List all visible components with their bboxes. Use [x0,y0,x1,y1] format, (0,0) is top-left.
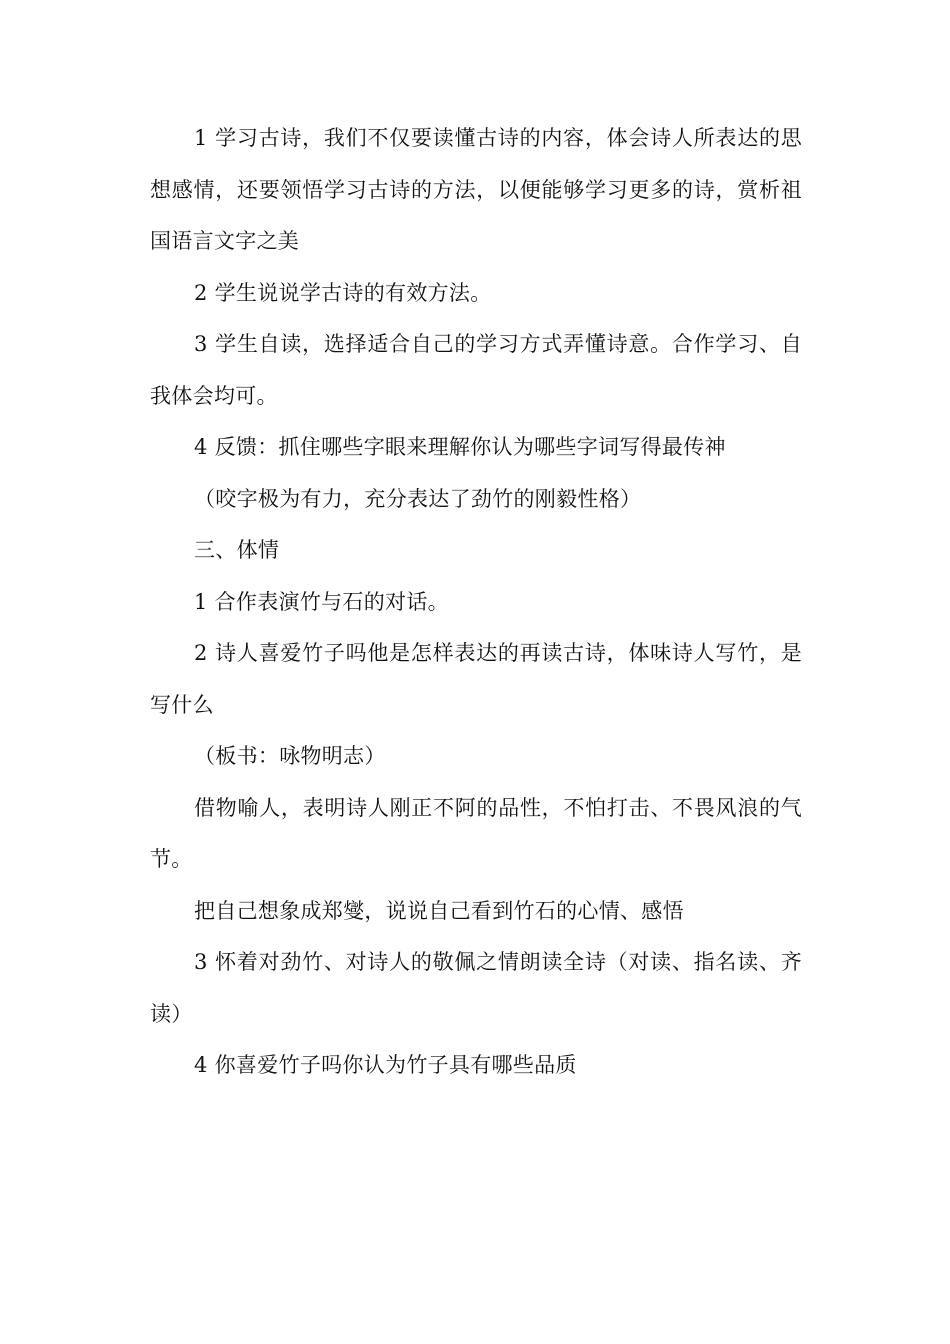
paragraph-feedback: 4 反馈：抓住哪些字眼来理解你认为哪些字词写得最传神 [194,435,726,459]
paragraph-board-note: （板书：咏物明志） [194,744,386,768]
paragraph-feedback-note: （咬字极为有力，充分表达了劲竹的刚毅性格） [194,486,642,511]
paragraph-self-reading: 3 学生自读，选择适合自己的学习方式弄懂诗意。合作学习、自我体会均可。 [150,332,802,408]
paragraph-metaphor: 借物喻人，表明诗人刚正不阿的品性，不怕打击、不畏风浪的气节。 [150,795,802,871]
paragraph-recite-poem: 3 怀着对劲竹、对诗人的敬佩之情朗读全诗（对读、指名读、齐读） [150,950,802,1026]
paragraph-poet-love-bamboo: 2 诗人喜爱竹子吗他是怎样表达的再读古诗，体味诗人写竹，是写什么 [150,641,802,717]
paragraph-learning-goal: 1 学习古诗，我们不仅要读懂古诗的内容，体会诗人所表达的思想感情，还要领悟学习古诗的方法，以便能够学习更多的诗，赏析祖国语言文字之美 [150,126,802,253]
paragraph-bamboo-qualities: 4 你喜爱竹子吗你认为竹子具有哪些品质 [194,1053,577,1077]
paragraph-effective-methods: 2 学生说说学古诗的有效方法。 [194,280,492,305]
section-heading-tiqing: 三、体情 [194,538,280,562]
paragraph-imagine-zheng-xie: 把自己想象成郑燮，说说自己看到竹石的心情、感悟 [194,898,684,923]
document-body [150,113,802,1092]
paragraph-dialogue-performance: 1 合作表演竹与石的对话。 [194,589,449,614]
